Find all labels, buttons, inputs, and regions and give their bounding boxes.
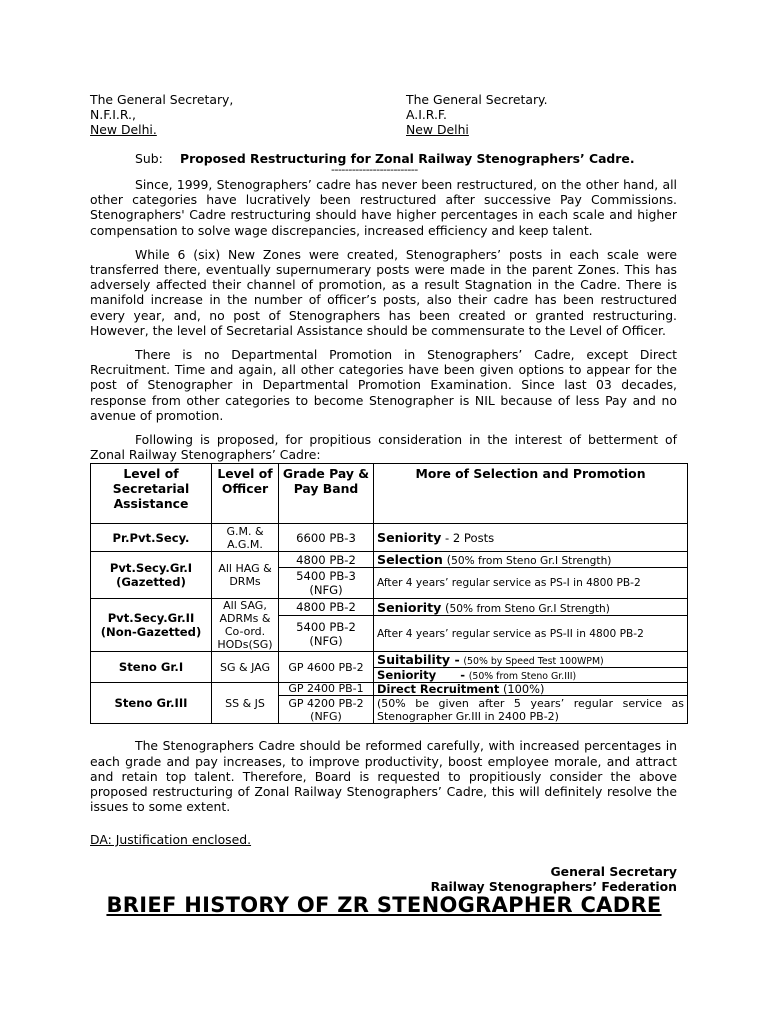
cell-promotion: After 4 years’ regular service as PS-II in 4800 PB-2 (374, 615, 688, 652)
table-row (91, 599, 688, 615)
address-right-line: The General Secretary. (406, 92, 548, 107)
cell-level: Steno Gr.III (91, 683, 212, 724)
promotion-basis: Selection (377, 552, 443, 568)
address-right-line: New Delhi (406, 122, 469, 137)
table-header-row (91, 464, 688, 524)
promotion-detail: (50% by Speed Test 100WPM) (463, 656, 604, 668)
signature-title: General Secretary (550, 864, 677, 879)
header-selection-promotion: More of Selection and Promotion (374, 464, 688, 524)
cell-officer: All SAG, ADRMs & Co-ord. HODs(SG) (212, 599, 279, 652)
enclosure-note: DA: Justification enclosed. (90, 832, 252, 847)
address-left-line: New Delhi. (90, 122, 157, 137)
address-left (90, 92, 406, 137)
cell-level: Pvt.Secy.Gr.II (Non-Gazetted) (91, 599, 212, 652)
promotion-paren: ( (442, 553, 452, 568)
cell-grade: 4800 PB-2 (279, 552, 374, 568)
address-left-line: The General Secretary, (90, 92, 234, 107)
address-right (406, 92, 677, 137)
paragraph: Since, 1999, Stenographers’ cadre has never been restructured, on the other hand, all other categories have lucratively been restructured after successive Pay Commissions. Stenographers' Cadre restructuring should have higher percentages in each scale and higher compensation to solve wage discrepancies, increased efficiency and keep talent. (90, 177, 677, 238)
signature-block (431, 864, 677, 894)
cell-promotion: (50% be given after 5 years’ regular service as Stenographer Gr.III in 2400 PB-2) (374, 696, 688, 724)
cell-grade: 4800 PB-2 (279, 599, 374, 615)
table-row (91, 683, 688, 696)
address-left-line: N.F.I.R., (90, 107, 136, 122)
cell-grade: GP 2400 PB-1 (279, 683, 374, 696)
promotion-paren: ( (441, 600, 450, 615)
paragraph: There is no Departmental Promotion in Stenographers’ Cadre, except Direct Recruitment. Time and again, all other categories have been given options to appear for the post of Stenographer in Departmental Promotion Examination. Since last 03 decades, response from other categories to become Stenographer is NIL because of less Pay and no avenue of promotion. (90, 347, 677, 423)
address-right-line: A.I.R.F. (406, 107, 447, 122)
promotion-dash: - (460, 668, 466, 683)
header-level-officer: Level of Officer (212, 464, 279, 524)
promotion-basis: Suitability - (377, 652, 460, 668)
signature-organisation: Railway Stenographers’ Federation (430, 879, 677, 894)
cell-promotion (374, 599, 688, 615)
letter-body (90, 92, 684, 823)
closing-paragraph: The Stenographers Cadre should be reformed carefully, with increased percentages in each grade and pay increases, to improve productivity, boost employee morale, and attract and retain top talent. Therefore, Board is requested to propitiously consider the above proposed restructuring of Zonal Railway Stenographers’ Cadre, this will definitely resolve the issues to some extent. (90, 738, 677, 815)
paragraph: Following is proposed, for propitious consideration in the interest of betterment of Zonal Railway Stenographers’ Cadre: (90, 432, 677, 463)
cell-promotion (374, 524, 688, 552)
promotion-detail: - 2 Posts (441, 531, 495, 546)
promotion-detail: (100%) (499, 682, 545, 697)
table-row (91, 552, 688, 568)
cell-officer: G.M. & A.G.M. (212, 524, 279, 552)
cell-promotion (374, 552, 688, 568)
cell-promotion (374, 652, 688, 668)
section-heading: BRIEF HISTORY OF ZR STENOGRAPHER CADRE (106, 893, 662, 917)
cell-officer: All HAG & DRMs (212, 552, 279, 599)
cell-promotion: After 4 years’ regular service as PS-I in 4800 PB-2 (374, 568, 688, 599)
promotion-detail: 50% from Steno Gr.I Strength) (451, 555, 612, 568)
subject-underline-rule: ------------------------- (331, 163, 418, 176)
header-level-assistance: Level of Secretarial Assistance (91, 464, 212, 524)
cell-level: Pr.Pvt.Secy. (91, 524, 212, 552)
header-grade-pay: Grade Pay & Pay Band (279, 464, 374, 524)
cell-promotion (374, 683, 688, 696)
cell-grade: 5400 PB-2 (NFG) (279, 615, 374, 652)
promotion-basis: Seniority (377, 530, 442, 546)
address-block (90, 92, 677, 137)
cell-promotion (374, 668, 688, 683)
cell-grade: GP 4200 PB-2 (NFG) (279, 696, 374, 724)
promotion-basis: Direct Recruitment (377, 682, 500, 697)
promotion-basis: Seniority (377, 599, 442, 615)
table-row (91, 652, 688, 668)
cell-officer: SG & JAG (212, 652, 279, 683)
promotion-detail: (50% from Steno Gr.III) (468, 671, 577, 683)
cell-level: Pvt.Secy.Gr.I (Gazetted) (91, 552, 212, 599)
table-row (91, 524, 688, 552)
promotion-detail: 50% from Steno Gr.I Strength) (449, 602, 610, 615)
cell-grade: 5400 PB-3 (NFG) (279, 568, 374, 599)
subject-label: Sub: (135, 151, 163, 166)
cell-grade: 6600 PB-3 (279, 524, 374, 552)
paragraph: While 6 (six) New Zones were created, Stenographers’ posts in each scale were transferred there, eventually supernumerary posts were made in the parent Zones. This has adversely affected their channel of promotion, as a result Stagnation in the Cadre. There is manifold increase in the number of officer’s posts, also their cadre has been restructured every year, and, no post of Stenographers has been created or granted restructuring. However, the level of Secretarial Assistance should be commensurate to the Level of Officer. (90, 246, 677, 338)
subject-text: Proposed Restructuring for Zonal Railway Stenographers’ Cadre. (180, 151, 635, 166)
restructuring-table (90, 463, 688, 724)
cell-officer: SS & JS (212, 683, 279, 724)
promotion-basis: Seniority (377, 668, 437, 683)
cell-grade: GP 4600 PB-2 (279, 652, 374, 683)
cell-level: Steno Gr.I (91, 652, 212, 683)
